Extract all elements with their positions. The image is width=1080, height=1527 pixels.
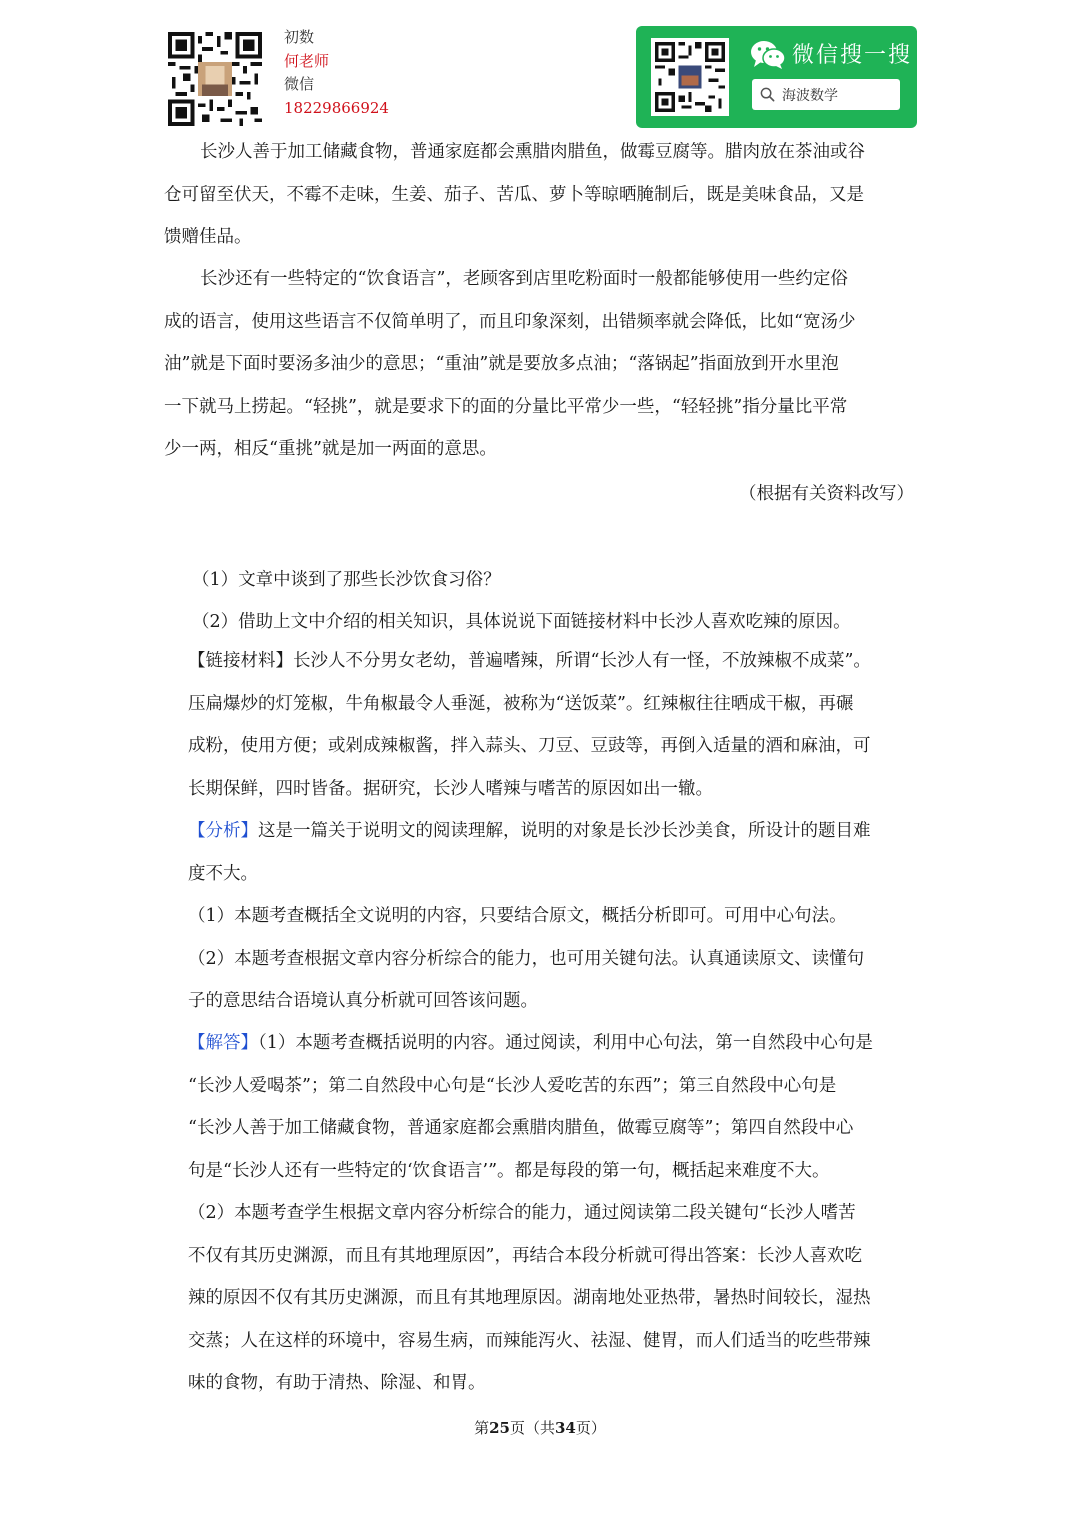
answer-text: （1）本题考查概括说明的内容。通过阅读，利用中心句法，第一自然段中心句是 (258, 1033, 873, 1053)
footer-total-pages: 34 (555, 1419, 576, 1437)
text-line: “长沙人爱喝茶”；第二自然段中心句是“长沙人爱吃苦的东西”；第三自然段中心句是 (188, 1075, 837, 1096)
text-line: 成粉，使用方便；或剁成辣椒酱，拌入蒜头、刀豆、豆豉等，再倒入适量的酒和麻油，可 (188, 736, 871, 756)
text-line: 味的食物，有助于清热、除湿、和胃。 (188, 1373, 486, 1393)
contact-info (284, 26, 389, 120)
text-line: 成的语言，使用这些语言不仅简单明了，而且印象深刻，出错频率就会降低，比如“宽汤少 (164, 311, 856, 332)
text-line: 子的意思结合语境认真分析就可回答该问题。 (188, 991, 538, 1011)
wechat-qr-code (655, 42, 725, 112)
text-line: 【链接材料】长沙人不分男女老幼，普遍嗜辣，所谓“长沙人有一怪，不放辣椒不成菜”。 (188, 651, 871, 671)
article-source-note: （根据有关资料改写） (739, 484, 914, 504)
analysis-tag: 【分析】 (188, 821, 258, 841)
text-line: 不仅有其历史渊源，而且有其地理原因”，再结合本段分析就可得出答案：长沙人喜欢吃 (188, 1245, 862, 1266)
question-1: （1）文章中谈到了那些长沙饮食习俗？ (192, 570, 501, 590)
analysis-text: 这是一篇关于说明文的阅读理解，说明的对象是长沙长沙美食，所设计的题目难 (258, 821, 871, 841)
question-2: （2）借助上文中介绍的相关知识，具体说说下面链接材料中长沙人喜欢吃辣的原因。 (192, 612, 851, 632)
text-line: 油”就是下面时要汤多油少的意思；“重油”就是要放多点油；“落锅起”指面放到开水里泡 (164, 354, 839, 374)
footer-mid: 页（共 (509, 1419, 555, 1437)
wechat-search-query: 海波数学 (782, 88, 838, 104)
link-material-block (188, 640, 928, 810)
contact-teacher-name: 何老师 (284, 51, 330, 70)
text-line: 长沙还有一些特定的“饮食语言”，老顾客到店里吃粉面时一般都能够使用一些约定俗 (200, 269, 848, 289)
text-line: （2）本题考查学生根据文章内容分析综合的能力，通过阅读第二段关键句“长沙人嗜苦 (188, 1203, 856, 1223)
wechat-search-card (636, 26, 917, 128)
wechat-logo-icon (750, 40, 786, 70)
text-line: 长沙人善于加工储藏食物，普通家庭都会熏腊肉腊鱼，做霉豆腐等。腊肉放在茶油或谷 (200, 142, 865, 162)
answer-first-line (188, 1022, 928, 1065)
text-line: “长沙人善于加工储藏食物，普通家庭都会熏腊肉腊鱼，做霉豆腐等”；第四自然段中心 (188, 1118, 854, 1138)
contact-label-wechat: 微信 (284, 75, 315, 93)
text-line: 一下就马上捞起。“轻挑”，就是要求下的面的分量比平常少一些，“轻轻挑”指分量比平常 (164, 396, 848, 417)
text-line: （2）本题考查根据文章内容分析综合的能力，也可用关键句法。认真通读原文、读懂句 (188, 948, 865, 969)
text-line: 仓可留至伏天，不霉不走味，生姜、茄子、苦瓜、萝卜等晾晒腌制后，既是美味食品，又是 (164, 184, 864, 205)
article-paragraph-storage (164, 131, 924, 259)
answer-block (188, 1022, 928, 1405)
analysis-first-line (188, 810, 928, 853)
text-line: 句是“长沙人还有一些特定的‘饮食语言’”。都是每段的第一句，概括起来难度不大。 (188, 1160, 830, 1181)
contact-qr-code (168, 32, 262, 126)
page-footer (0, 1417, 1080, 1438)
text-line: 压扁爆炒的灯笼椒，牛角椒最令人垂涎，被称为“送饭菜”。红辣椒往往晒成干椒，再碾 (188, 693, 854, 714)
text-line: 交蒸；人在这样的环境中，容易生病，而辣能泻火、祛湿、健胃，而人们适当的吃些带辣 (188, 1330, 871, 1351)
text-line: （1）本题考查概括全文说明的内容，只要结合原文，概括分析即可。可用中心句法。 (188, 906, 847, 926)
text-line: 少一两，相反“重挑”就是加一两面的意思。 (164, 439, 497, 459)
footer-suffix: 页） (575, 1419, 606, 1437)
contact-phone-number: 18229866924 (284, 98, 389, 117)
answer-tag: 【解答】 (188, 1033, 258, 1053)
text-line: 馈赠佳品。 (164, 227, 252, 247)
article-paragraph-food-language (164, 258, 924, 471)
footer-page-number: 25 (489, 1419, 510, 1437)
footer-prefix: 第 (474, 1419, 490, 1437)
analysis-block (188, 810, 928, 1023)
wechat-search-title: 微信搜一搜 (792, 43, 913, 68)
text-line: 长期保鲜，四时皆备。据研究，长沙人嗜辣与嗜苦的原因如出一辙。 (188, 778, 713, 799)
text-line: 辣的原因不仅有其历史渊源，而且有其地理原因。湖南地处亚热带，暑热时间较长，湿热 (188, 1288, 871, 1308)
text-line: 度不大。 (188, 863, 258, 884)
wechat-search-box[interactable] (752, 79, 900, 110)
search-icon (760, 87, 775, 102)
wechat-qr-frame (651, 38, 729, 116)
contact-label-subject: 初数 (284, 28, 315, 46)
